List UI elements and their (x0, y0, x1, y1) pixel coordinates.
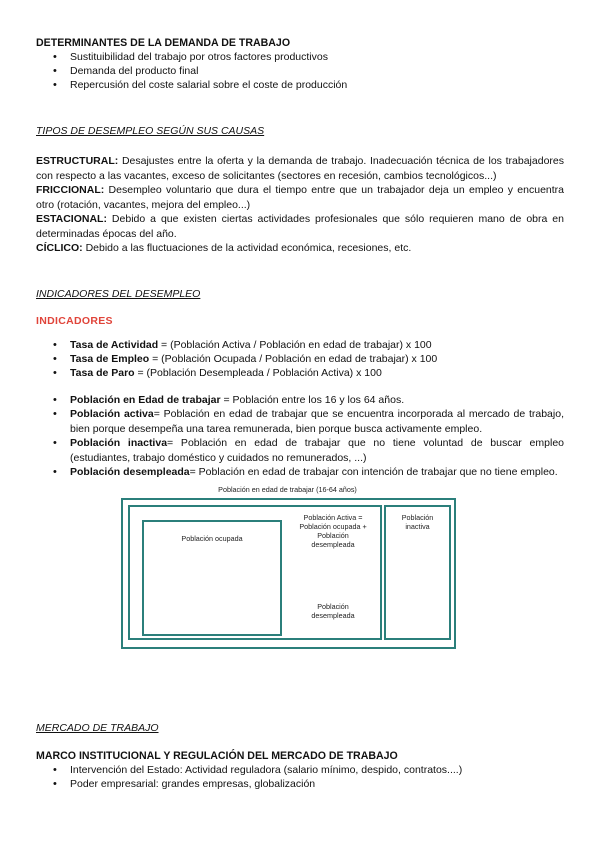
list-item: • Demanda del producto final (70, 64, 564, 78)
tipos-heading: TIPOS DE DESEMPLEO SEGÚN SUS CAUSAS (36, 125, 265, 137)
poblacion-diagram (86, 485, 489, 685)
estructural-text: Desajustes entre la oferta y la demanda de trabajo. Inadecuación técnica de los trabajadores con respecto a las vacantes, exceso de solicitantes (sectores en recesión, cambios tecnológicos...) (36, 155, 564, 182)
tasas-list (36, 338, 564, 380)
list-item: • Intervención del Estado: Actividad reguladora (salario mínimo, despido, contratos....) (70, 763, 564, 777)
ciclico-text: Debido a las fluctuaciones de la actividad económica, recesiones, etc. (82, 242, 412, 254)
list-item (70, 352, 564, 366)
estructural-term: ESTRUCTURAL: (36, 155, 119, 167)
poblacion-activa-box (128, 505, 382, 640)
tasa-text: = (Población Ocupada / Población en edad de trabajar) x 100 (149, 352, 438, 365)
diagram-title: Población en edad de trabajar (16-64 años) (218, 485, 357, 494)
poblacion-term: Población en Edad de trabajar (70, 393, 221, 406)
tasa-text: = (Población Desempleada / Población Activa) x 100 (134, 366, 382, 379)
poblacion-text: = Población en edad de trabajar que se encuentra incorporada al mercado de trabajo, bien porque desempeña una tarea remunerada, bien porque busca activamente empleo. (70, 408, 564, 435)
ocupada-label: Población ocupada (181, 534, 243, 543)
poblacion-text: = Población en edad de trabajar con intención de trabajar que no tiene empleo. (189, 466, 558, 478)
poblacion-text: = Población entre los 16 y los 64 años. (220, 393, 405, 406)
estructural-paragraph (36, 154, 564, 183)
mercado-section (36, 721, 564, 791)
determinantes-list (36, 50, 564, 92)
list-item: • Repercusión del coste salarial sobre el coste de producción (70, 78, 564, 92)
poblacion-edad-trabajar-box (121, 498, 456, 649)
desempleada-label: Población desempleada (311, 602, 355, 620)
friccional-term: FRICCIONAL: (36, 184, 105, 196)
friccional-paragraph (36, 183, 564, 212)
tasa-term: Tasa de Paro (70, 366, 135, 379)
mercado-title: MARCO INSTITUCIONAL Y REGULACIÓN DEL MERCADO DE TRABAJO (36, 750, 398, 762)
tasa-term: Tasa de Empleo (70, 352, 150, 365)
poblacion-text: = Población en edad de trabajar que no tiene voluntad de buscar empleo (estudiantes, trabajo doméstico y cuidados no remunerados, ...) (70, 437, 564, 464)
list-item (70, 407, 564, 436)
estacional-text: Debido a que existen ciertas actividades profesionales que sólo requieren mano de obra en determinadas épocas del año. (36, 213, 564, 240)
list-item: • Sustituibilidad del trabajo por otros factores productivos (70, 50, 564, 64)
mercado-heading: MERCADO DE TRABAJO (36, 722, 159, 734)
activa-label: Población Activa = Población ocupada + Población desempleada (299, 513, 367, 549)
poblacion-term: Población activa (70, 408, 154, 420)
tasa-text: = (Población Activa / Población en edad de trabajar) x 100 (158, 338, 432, 351)
poblacion-inactiva-box (384, 505, 451, 640)
list-item (70, 393, 564, 408)
determinantes-title: DETERMINANTES DE LA DEMANDA DE TRABAJO (36, 37, 291, 49)
poblacion-term: Población desempleada (70, 466, 190, 478)
poblacion-ocupada-box (142, 520, 282, 636)
indicadores-subheading: INDICADORES (36, 314, 113, 327)
indicadores-heading: INDICADORES DEL DESEMPLEO (36, 287, 201, 300)
list-item (70, 366, 564, 380)
estacional-paragraph (36, 212, 564, 241)
poblaciones-list (36, 393, 564, 480)
tasa-term: Tasa de Actividad (70, 338, 159, 351)
ciclico-paragraph (36, 241, 564, 256)
list-item: • Poder empresarial: grandes empresas, globalización (70, 777, 564, 791)
estacional-term: ESTACIONAL: (36, 213, 107, 225)
list-item (70, 338, 564, 352)
list-item (70, 436, 564, 465)
poblacion-term: Población inactiva (70, 437, 168, 449)
document-page (36, 36, 564, 480)
list-item (70, 465, 564, 480)
mercado-list (36, 763, 564, 791)
friccional-text: Desempleo voluntario que dura el tiempo entre que un trabajador deja un empleo y encuentra otro (rotación, vacantes, mejora del empleo...) (36, 184, 564, 211)
ciclico-term: CÍCLICO: (36, 242, 83, 254)
inactiva-label: Población inactiva (401, 513, 434, 531)
